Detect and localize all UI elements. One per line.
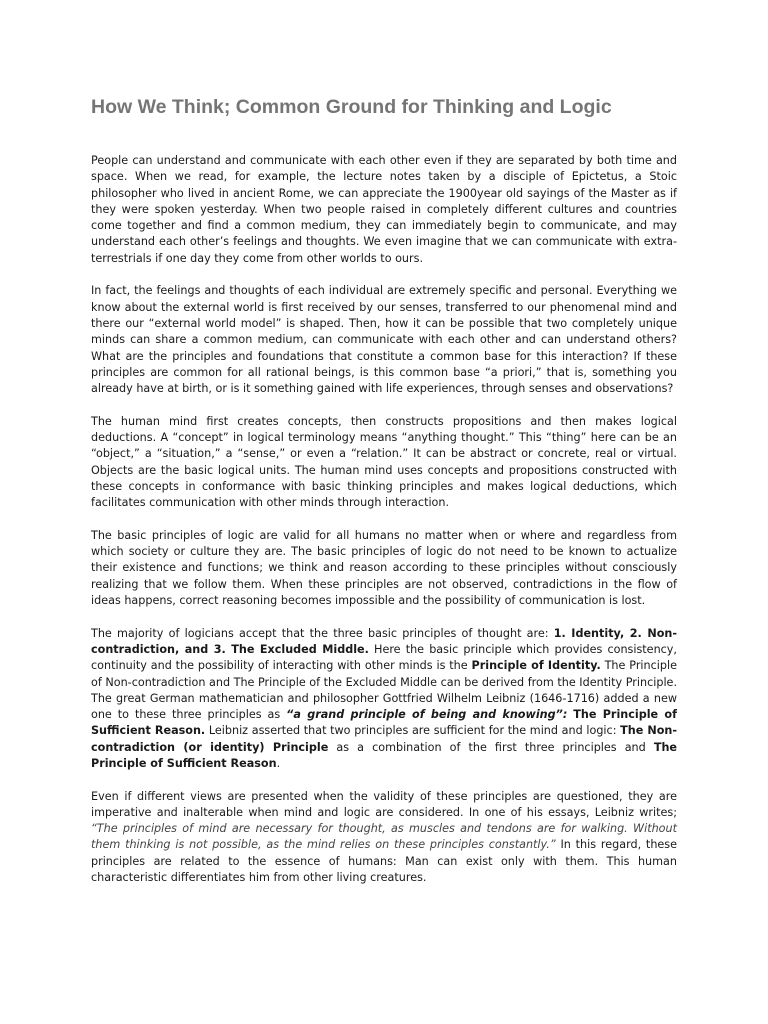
paragraph-6-text-2: In this regard, these principles are related to the essence of humans: Man can exist only with them. This human characteristic differentiates him from other living creatures. [91,838,678,885]
paragraph-5 [91,626,677,773]
paragraph-6-text-1: Even if different views are presented when the validity of these principles are questioned, they are imperative and inalterable when mind and logic are considered. In one of his essays, Leibniz writes; [91,789,677,819]
paragraph-5-bold-sufficient-reason: The Principle of Sufficient Reason. [91,708,677,738]
paragraph-6-leibniz-quote: “The principles of mind are necessary for thought, as muscles and tendons are for walking. Without them thinking is not possible, as the mind relies on these principles constantly.” [91,822,677,852]
paragraph-5-bold-principles: 1. Identity, 2. Non-contradiction, and 3. The Excluded Middle. [91,626,677,656]
paragraph-5-bold-italic-quote: “a grand principle of being and knowing”: [286,708,568,722]
paragraph-5-bold-sufficient-reason-2: The Principle of Sufficient Reason [91,740,678,770]
paragraph-5-text-6: as a combination of the first three principles and [328,740,654,754]
paragraph-5-text-1: The majority of logicians accept that the three basic principles of thought are: [91,626,554,640]
paragraph-4: The basic principles of logic are valid for all humans no matter when or where and regardless from which society or culture they are. The basic principles of logic do not need to be known to actualize their existence and functions; we think and reason according to these principles without consciously realizing that we follow them. When these principles are not observed, contradictions in the flow of ideas happens, correct reasoning becomes impossible and the possibility of communication is lost. [91,528,677,608]
paragraph-5-text-5: Leibniz asserted that two principles are sufficient for the mind and logic: [205,724,621,738]
paragraph-2: In fact, the feelings and thoughts of each individual are extremely specific and personal. Everything we know about the external world is first received by our senses, transferred to our phenomenal mind and there our “external world model” is shaped. Then, how it can be possible that two completely unique minds can share a common medium, can communicate with each other and can understand others? What are the principles and foundations that constitute a common base for this interaction? If these principles are common for all rational beings, is this common base “a priori,” that is, something you already have at birth, or is it something gained with life experiences, through senses and observations? [91,284,677,396]
document-body [91,153,677,903]
paragraph-6 [91,789,677,887]
paragraph-5-text-3: The Principle of Non-contradiction and The Principle of the Excluded Middle can be derived from the Identity Principle. The great German mathematician and philosopher Gottfried Wilhelm Leibniz (1646-1716) added a new one to these three principles as [91,659,677,722]
paragraph-5-text-7: . [276,756,281,770]
paragraph-1: People can understand and communicate with each other even if they are separated by both time and space. When we read, for example, the lecture notes taken by a disciple of Epictetus, a Stoic philosopher who lived in ancient Rome, we can appreciate the 1900year old sayings of the Master as if they were spoken yesterday. When two people raised in completely different cultures and countries come together and find a common medium, they can immediately begin to communicate, and may understand each other’s feelings and thoughts. We even imagine that we can communicate with extra-terrestrials if one day they come from other worlds to ours. [91,154,677,265]
paragraph-5-text-2: Here the basic principle which provides consistency, continuity and the possibility of interacting with other minds is the [91,642,677,673]
paragraph-5-bold-identity: Principle of Identity. [471,659,601,673]
paragraph-5-bold-non-contradiction: The Non-contradiction (or identity) Principle [91,724,677,754]
paragraph-3: The human mind first creates concepts, then constructs propositions and then makes logical deductions. A “concept” in logical terminology means “anything thought.” This “thing” here can be an “object,” a “situation,” a “sense,” or even a “relation.” It can be abstract or concrete, real or virtual. Objects are the basic logical units. The human mind uses concepts and propositions constructed with these concepts in conformance with basic thinking principles and makes logical deductions, which facilitates communication with other minds through interaction. [91,414,677,510]
page-title: How We Think; Common Ground for Thinking and Logic [91,96,612,118]
